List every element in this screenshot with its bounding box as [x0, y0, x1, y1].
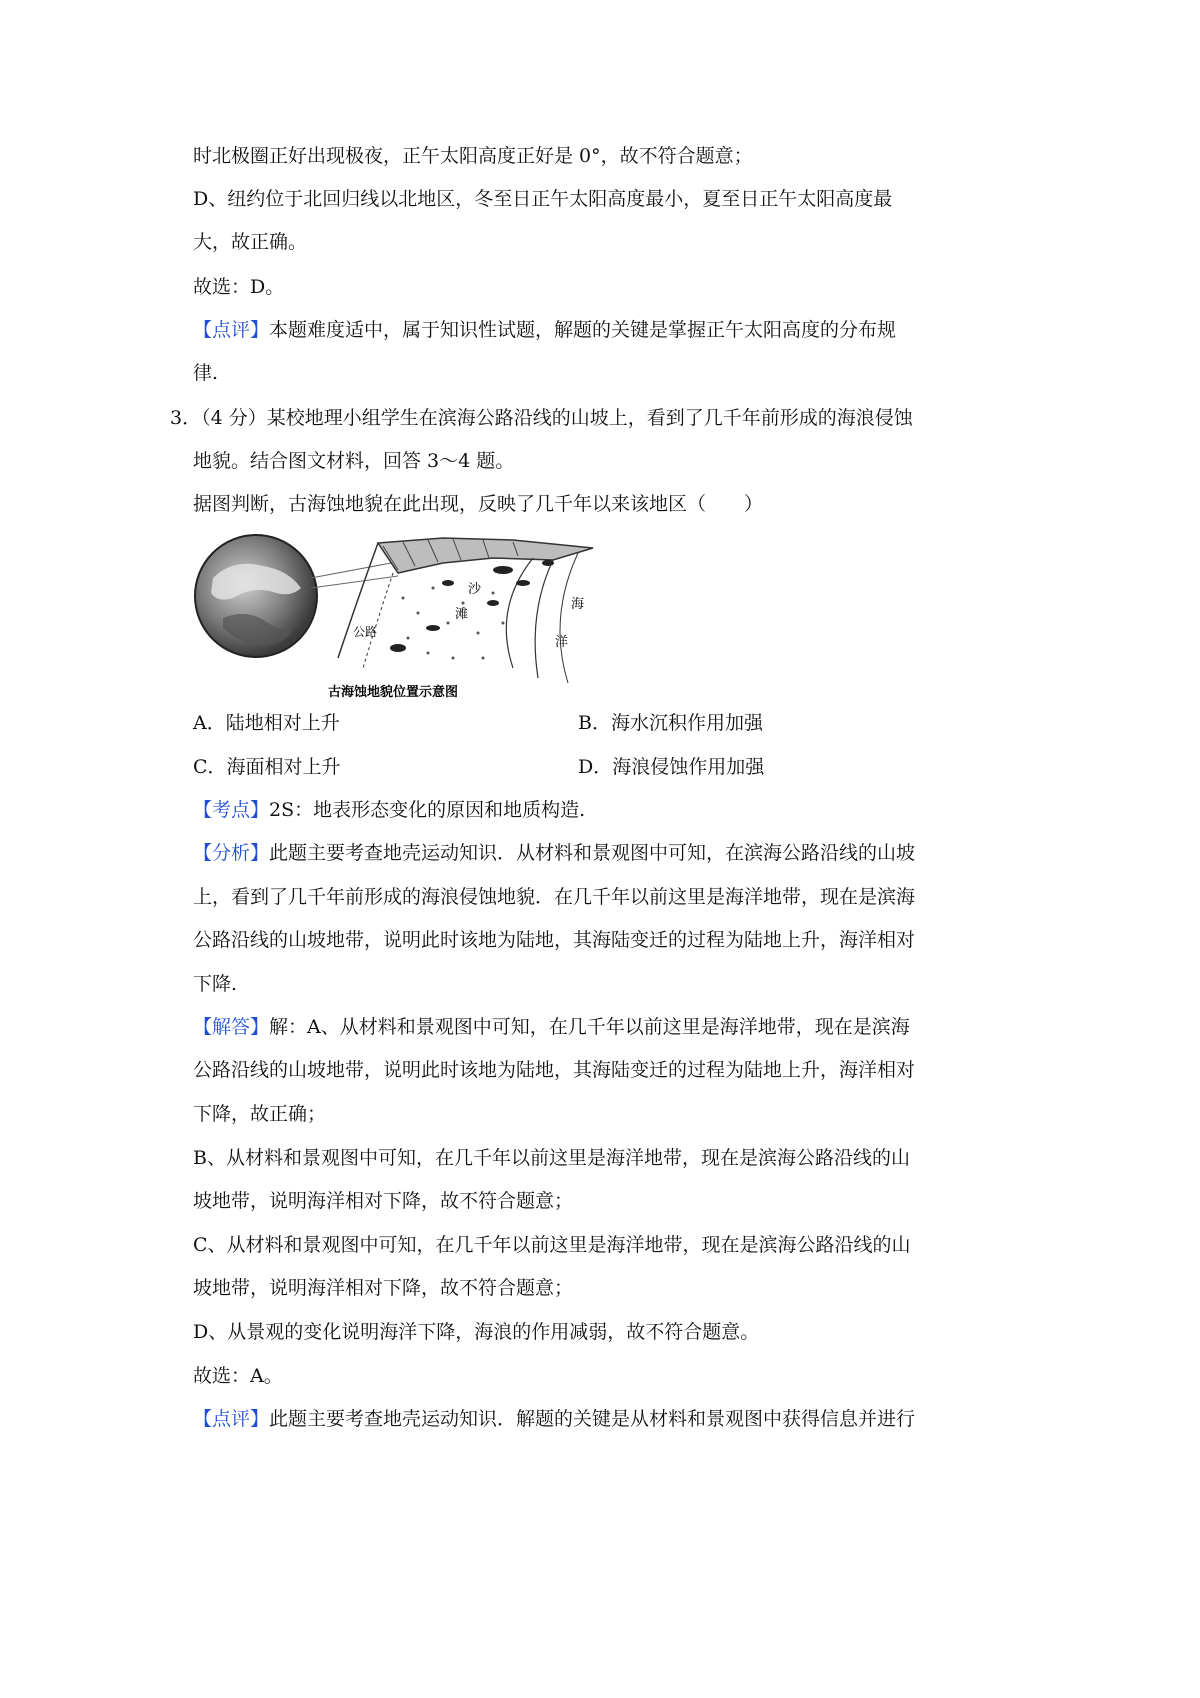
kaodian-line — [193, 798, 585, 822]
question-stem: 3．（4 分）某校地理小组学生在滨海公路沿线的山坡上，看到了几千年前形成的海浪侵蚀 — [170, 407, 913, 429]
option-d: D．海浪侵蚀作用加强 — [578, 756, 765, 778]
figure-caption: 古海蚀地貌位置示意图 — [328, 685, 459, 700]
fenxi-tag: 【分析】 — [193, 842, 270, 864]
option-b: B．海水沉积作用加强 — [578, 712, 763, 734]
coastal-erosion-figure — [193, 528, 605, 704]
text-line: 下降. — [193, 973, 238, 995]
text-line: 坡地带，说明海洋相对下降，故不符合题意； — [193, 1190, 574, 1212]
label-sand: 沙 — [468, 582, 482, 597]
label-ocean: 洋 — [555, 635, 569, 650]
dianping-tag: 【点评】 — [193, 1408, 270, 1430]
label-sea: 海 — [571, 597, 585, 612]
jieda-line — [193, 1015, 910, 1039]
text-line: B、从材料和景观图中可知，在几千年以前这里是海洋地带，现在是滨海公路沿线的山 — [193, 1147, 910, 1169]
text-line: 公路沿线的山坡地带，说明此时该地为陆地，其海陆变迁的过程为陆地上升，海洋相对 — [193, 1059, 916, 1081]
text-line: 公路沿线的山坡地带，说明此时该地为陆地，其海陆变迁的过程为陆地上升，海洋相对 — [193, 929, 916, 951]
text-line: 大，故正确。 — [193, 231, 308, 253]
comment-line — [193, 318, 896, 342]
kaodian-tag: 【考点】 — [193, 799, 270, 821]
comment-text: 本题难度适中，属于知识性试题，解题的关键是掌握正午太阳高度的分布规 — [269, 319, 897, 341]
answer-line: 故选：A。 — [193, 1365, 283, 1387]
dianping-text: 此题主要考查地壳运动知识．解题的关键是从材料和景观图中获得信息并进行 — [269, 1408, 916, 1430]
text-line: 上，看到了几千年前形成的海浪侵蚀地貌．在几千年以前这里是海洋地带，现在是滨海 — [193, 886, 916, 908]
question-prompt: 据图判断，古海蚀地貌在此出现，反映了几千年以来该地区（ ） — [193, 493, 764, 515]
text-line: 时北极圈正好出现极夜，正午太阳高度正好是 0°，故不符合题意； — [193, 145, 753, 167]
kaodian-text: 2S：地表形态变化的原因和地质构造. — [269, 799, 586, 821]
text-line: D、纽约位于北回归线以北地区，冬至日正午太阳高度最小，夏至日正午太阳高度最 — [193, 188, 893, 210]
text-line: D、从景观的变化说明海洋下降，海浪的作用减弱，故不符合题意。 — [193, 1321, 760, 1343]
question-stem: 地貌。结合图文材料，回答 3～4 题。 — [193, 450, 515, 472]
text-line: C、从材料和景观图中可知，在几千年以前这里是海洋地带，现在是滨海公路沿线的山 — [193, 1234, 911, 1256]
option-c: C．海面相对上升 — [193, 756, 341, 778]
option-a: A．陆地相对上升 — [193, 712, 340, 734]
text-line: 坡地带，说明海洋相对下降，故不符合题意； — [193, 1277, 574, 1299]
answer-line: 故选：D。 — [193, 276, 285, 298]
fenxi-line — [193, 841, 915, 865]
label-beach: 滩 — [455, 607, 469, 622]
fenxi-text: 此题主要考查地壳运动知识．从材料和景观图中可知，在滨海公路沿线的山坡 — [269, 842, 916, 864]
text-line: 律. — [193, 362, 219, 384]
label-road: 公路 — [353, 625, 378, 639]
text-line: 下降，故正确； — [193, 1103, 327, 1125]
jieda-tag: 【解答】 — [193, 1016, 270, 1038]
jieda-text: 解：A、从材料和景观图中可知，在几千年以前这里是海洋地带，现在是滨海 — [269, 1016, 910, 1038]
dianping-line — [193, 1407, 915, 1431]
comment-tag: 【点评】 — [193, 319, 270, 341]
